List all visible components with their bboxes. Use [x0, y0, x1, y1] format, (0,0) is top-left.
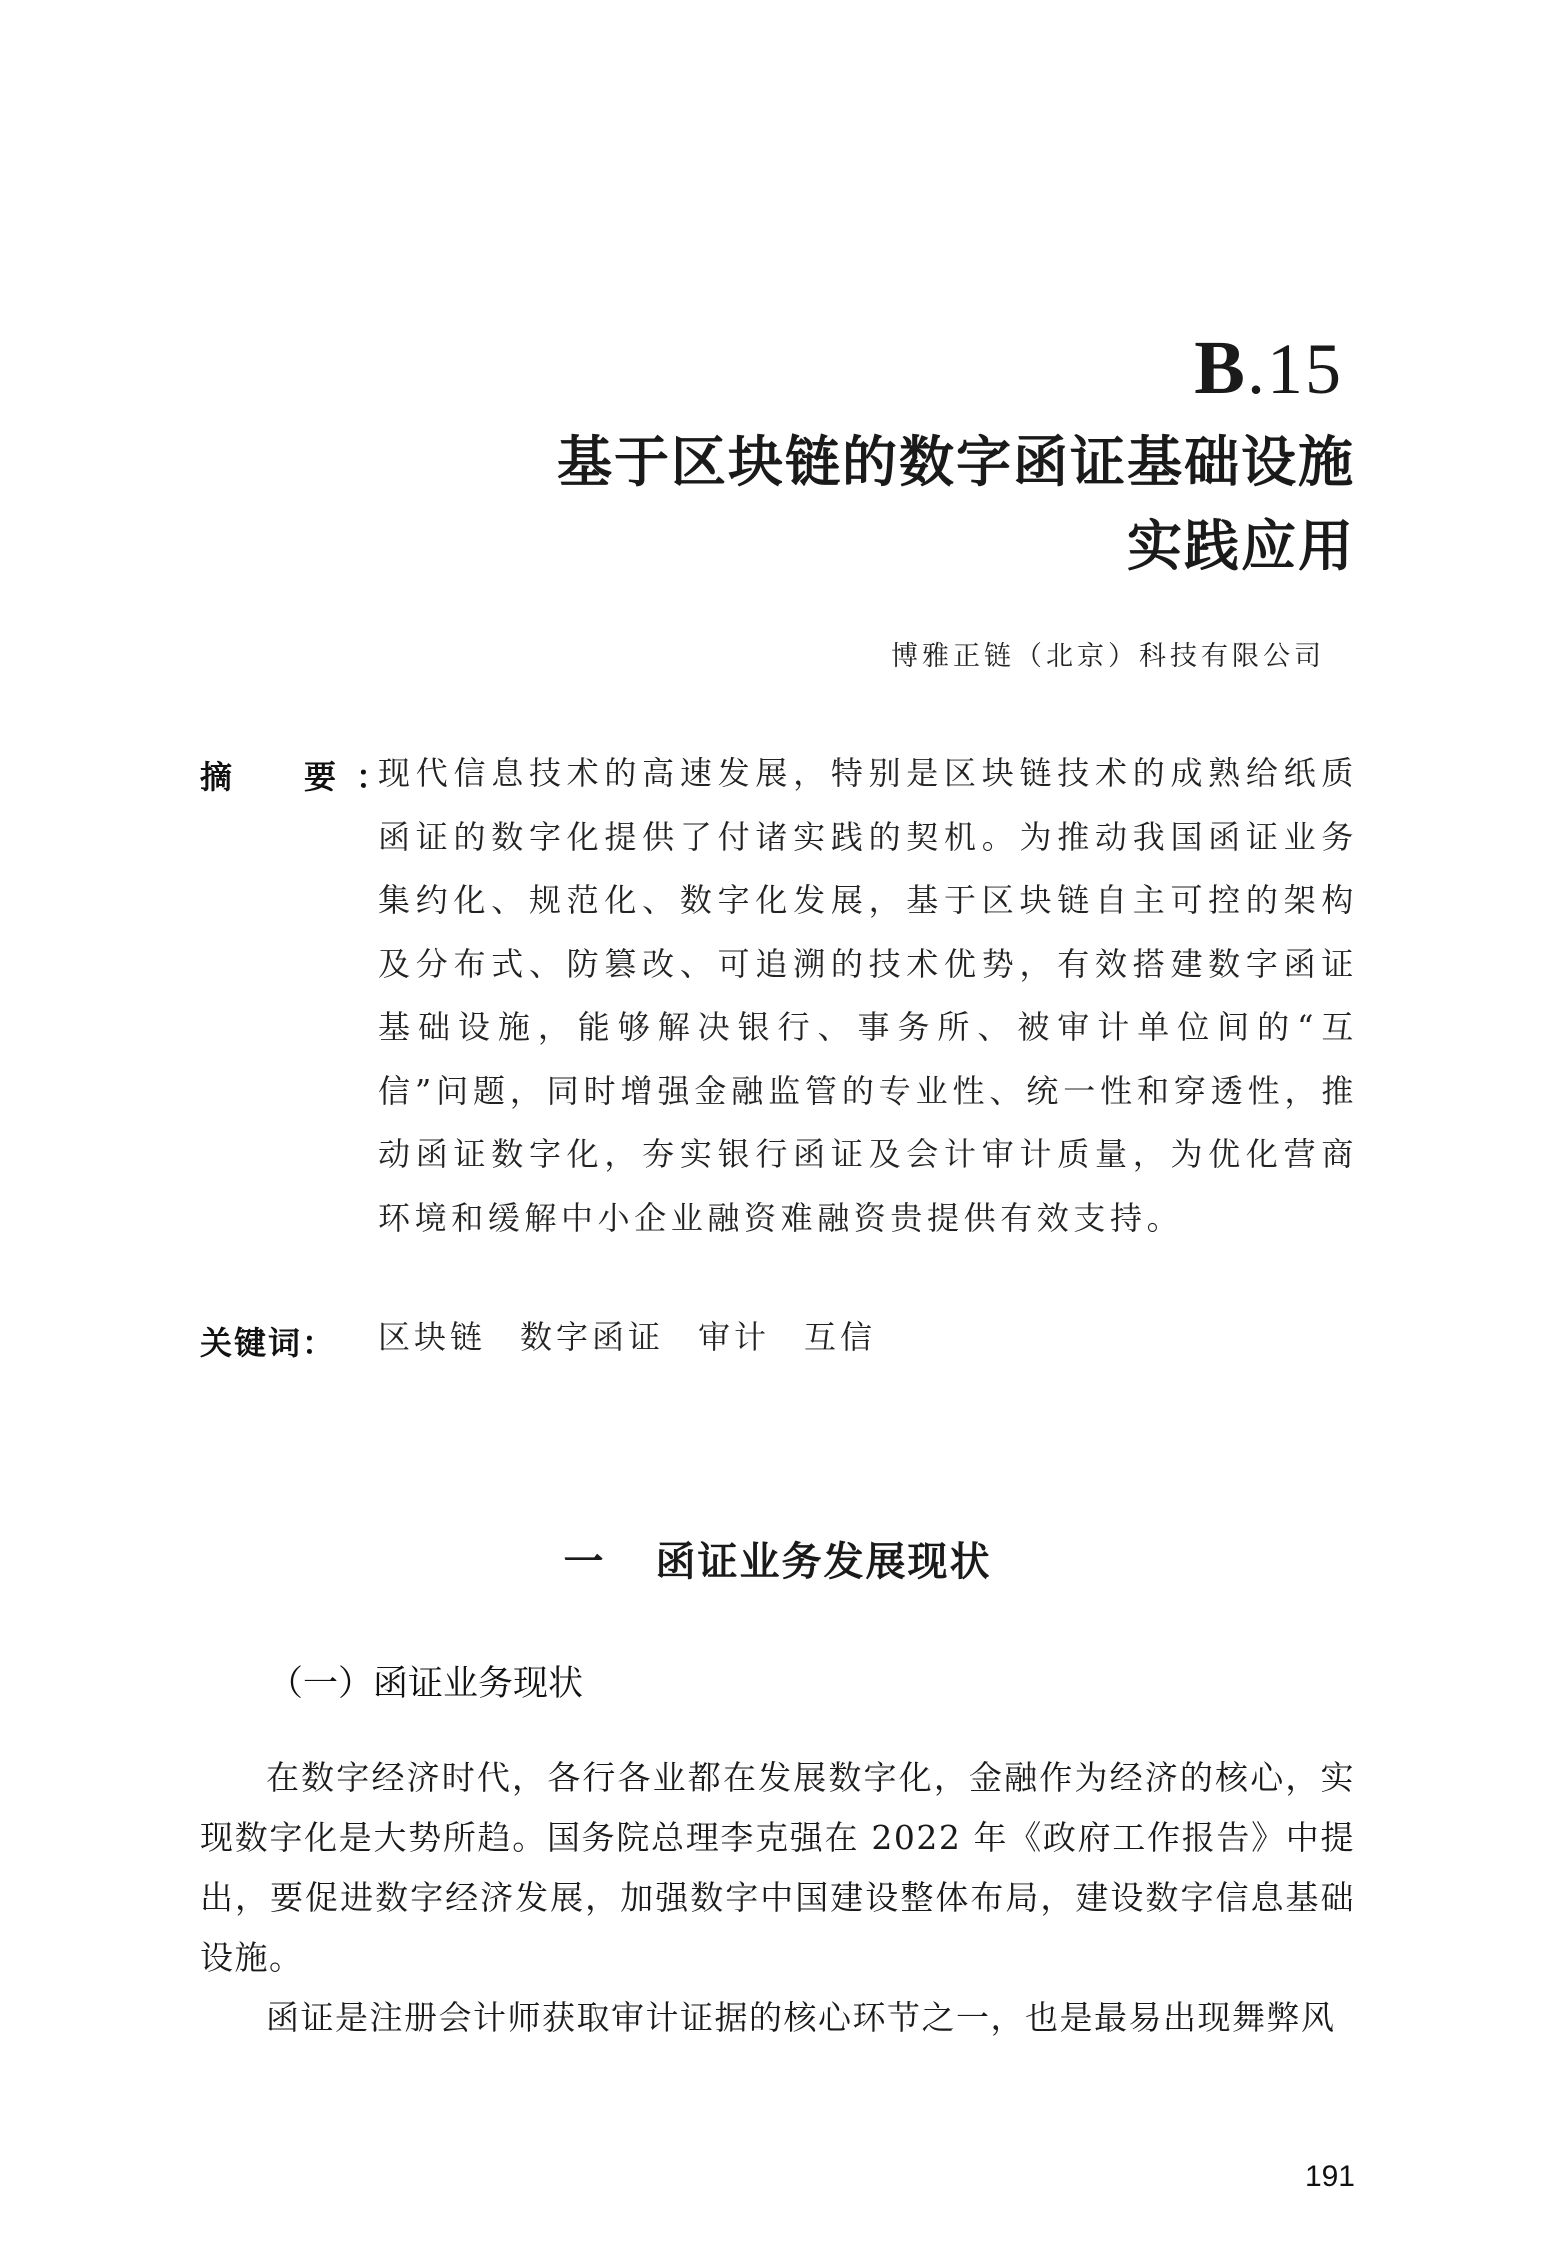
keyword: 区块链: [378, 1318, 487, 1356]
section-title: 函证业务发展现状: [655, 1539, 992, 1585]
keyword: 互信: [804, 1318, 877, 1356]
chapter-title-line-1: 基于区块链的数字函证基础设施: [556, 430, 1355, 494]
author-affiliation: 博雅正链（北京）科技有限公司: [891, 641, 1325, 672]
body-text: [200, 1748, 1355, 2048]
chapter-number: [1194, 326, 1343, 410]
chapter-prefix: B: [1194, 326, 1247, 410]
keywords-list: [378, 1312, 876, 1358]
keyword: 审计: [698, 1318, 771, 1356]
abstract-text: 现代信息技术的高速发展，特别是区块链技术的成熟给纸质函证的数字化提供了付诸实践的契机。为推动我国函证业务集约化、规范化、数字化发展，基于区块链自主可控的架构及分布式、防篡改、可追溯的技术优势，有效搭建数字函证基础设施，能够解决银行、事务所、被审计单位间的“互信”问题，同时增强金融监管的专业性、统一性和穿透性，推动函证数字化，夯实银行函证及会计审计质量，为优化营商环境和缓解中小企业融资难融资贵提供有效支持。: [378, 754, 1358, 1237]
chapter-number-value: .15: [1247, 329, 1343, 409]
keyword: 数字函证: [520, 1318, 665, 1356]
section-number: 一: [563, 1539, 606, 1585]
section-heading: [0, 1530, 1555, 1587]
page-number: 191: [1304, 2160, 1355, 2193]
chapter-title: [355, 420, 1355, 588]
abstract-label: 摘 要：: [200, 758, 409, 796]
body-paragraph-2: 函证是注册会计师获取审计证据的核心环节之一，也是最易出现舞弊风: [266, 1998, 1336, 2037]
chapter-title-line-2: 实践应用: [1126, 514, 1355, 578]
keywords-label: 关键词：: [200, 1324, 337, 1362]
body-paragraph-1: 在数字经济时代，各行各业都在发展数字化，金融作为经济的核心，实现数字化是大势所趋。国务院总理李克强在 2022 年《政府工作报告》中提出，要促进数字经济发展，加强数字中国建设整体布局，建设数字信息基础设施。: [200, 1758, 1355, 1977]
subsection-heading: （一）函证业务现状: [268, 1664, 584, 1704]
